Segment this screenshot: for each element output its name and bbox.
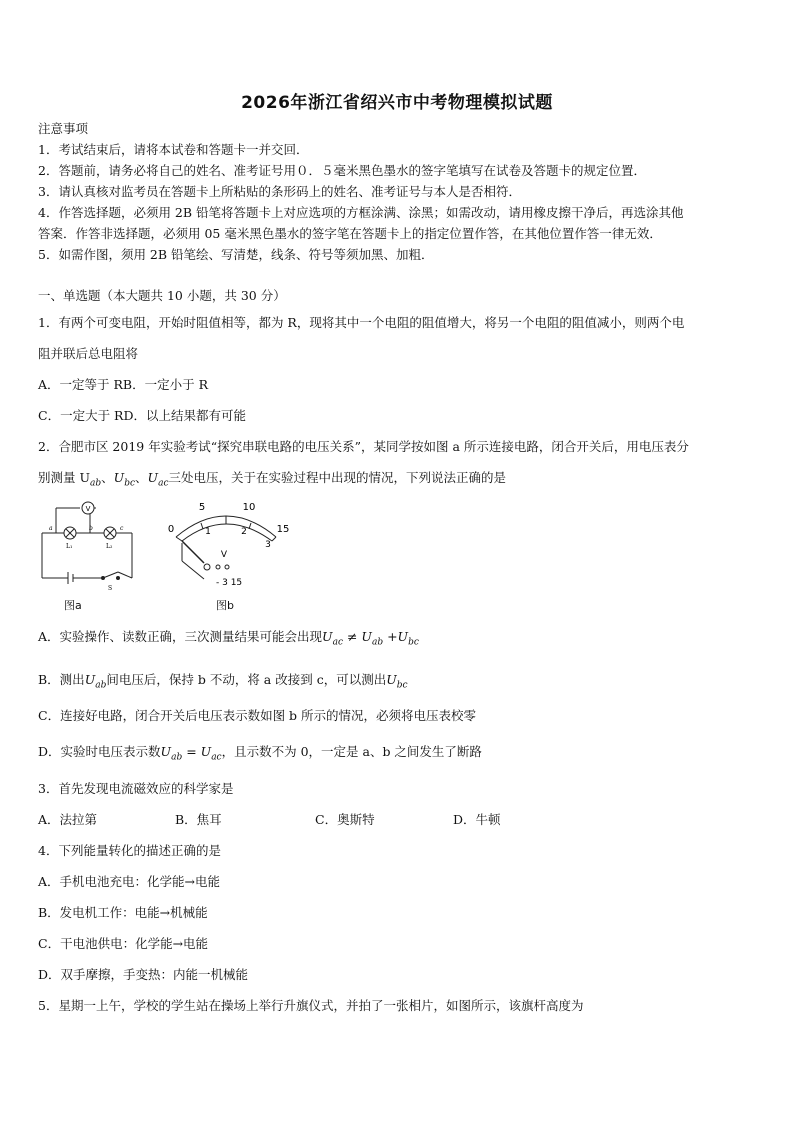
notice-heading: 注意事项 bbox=[38, 121, 89, 136]
section-heading: 一、单选题（本大题共 10 小题，共 30 分） bbox=[38, 288, 286, 303]
q3-option-d: D．牛顿 bbox=[453, 812, 501, 827]
svg-text:V: V bbox=[220, 550, 228, 560]
svg-text:15: 15 bbox=[276, 524, 290, 535]
svg-text:3: 3 bbox=[265, 540, 271, 550]
q4-option-a: A．手机电池充电：化学能→电能 bbox=[38, 874, 221, 889]
q2-option-b: B．测出$U_{ab}$间电压后，保持 b 不动，将 a 改接到 c，可以测出$U_{bc}$ bbox=[38, 672, 408, 691]
notice-item-3: 3．请认真核对监考员在答题卡上所粘贴的条形码上的姓名、准考证号与本人是否相符． bbox=[38, 184, 521, 199]
svg-text:c: c bbox=[120, 525, 124, 532]
q3-option-a: A．法拉第 bbox=[38, 812, 98, 827]
q1-stem-cont: 阻并联后总电阻将 bbox=[38, 346, 139, 361]
svg-text:0: 0 bbox=[167, 524, 175, 535]
q4-option-d: D．双手摩擦，手变热：内能一机械能 bbox=[38, 967, 249, 982]
q2-option-d: D．实验时电压表示数$U_{ab} = U_{ac}$，且示数不为 0，一定是 a、b 之间发生了断路 bbox=[38, 744, 482, 763]
figure-a-caption: 图a bbox=[64, 599, 82, 612]
q3-stem: 3．首先发现电流磁效应的科学家是 bbox=[38, 781, 234, 796]
q2-stem: 2．合肥市区 2019 年实验考试“探究串联电路的电压关系”，某同学按如图 a 所示连接电路，闭合开关后，用电压表分 bbox=[38, 439, 689, 454]
svg-text:10: 10 bbox=[242, 502, 256, 513]
figure-b-caption: 图b bbox=[216, 599, 234, 612]
q1-options-cd: C．一定大于 RD．以上结果都有可能 bbox=[38, 408, 246, 423]
notice-item-4-cont: 答案．作答非选择题，必须用 05 毫米黑色墨水的签字笔在答题卡上的指定位置作答，在其他位置作答一律无效． bbox=[38, 226, 662, 241]
page-title: 2026年浙江省绍兴市中考物理模拟试题 bbox=[241, 93, 553, 113]
q5-stem: 5．星期一上午，学校的学生站在操场上举行升旗仪式，并拍了一张相片，如图所示，该旗杆高度为 bbox=[38, 998, 584, 1013]
notice-item-2: 2．答题前，请务必将自己的姓名、准考证号用０．５毫米黑色墨水的签字笔填写在试卷及答题卡的规定位置． bbox=[38, 163, 646, 178]
q1-stem: 1．有两个可变电阻，开始时阻值相等，都为 R，现将其中一个电阻的阻值增大，将另一个电阻的阻值减小，则两个电 bbox=[38, 315, 685, 330]
notice-item-5: 5．如需作图，须用 2B 铅笔绘、写清楚，线条、符号等须加黑、加粗． bbox=[38, 247, 434, 262]
svg-text:- 3 15: - 3 15 bbox=[216, 578, 243, 588]
q4-stem: 4．下列能量转化的描述正确的是 bbox=[38, 843, 221, 858]
svg-text:2: 2 bbox=[241, 527, 247, 537]
q4-option-b: B．发电机工作：电能→机械能 bbox=[38, 905, 208, 920]
q4-option-c: C．干电池供电：化学能→电能 bbox=[38, 936, 209, 951]
svg-text:L₁: L₁ bbox=[66, 543, 73, 550]
q1-options-ab: A．一定等于 RB．一定小于 R bbox=[38, 377, 208, 392]
svg-text:5: 5 bbox=[198, 502, 206, 513]
svg-text:a: a bbox=[49, 525, 53, 532]
notice-item-1: 1．考试结束后，请将本试卷和答题卡一并交回． bbox=[38, 142, 309, 157]
q2-option-c: C．连接好电路，闭合开关后电压表示数如图 b 所示的情况，必须将电压表校零 bbox=[38, 708, 477, 723]
q2-stem-cont: 别测量 $U_{ab}$、$U_{bc}$、$U_{ac}$三处电压，关于在实验过程中出现的情况，下列说法正确的是 bbox=[38, 470, 507, 489]
svg-text:V: V bbox=[85, 505, 91, 513]
q3-option-b: B．焦耳 bbox=[175, 812, 222, 827]
voltmeter-dial-b bbox=[162, 497, 297, 597]
q3-option-c: C．奥斯特 bbox=[315, 812, 375, 827]
svg-text:1: 1 bbox=[205, 527, 211, 537]
notice-item-4: 4．作答选择题，必须用 2B 铅笔将答题卡上对应选项的方框涂满、涂黑；如需改动，请用橡皮擦干净后，再选涂其他 bbox=[38, 205, 684, 220]
circuit-diagram-a bbox=[38, 500, 138, 610]
svg-text:b: b bbox=[89, 525, 93, 532]
q2-option-a: A．实验操作、读数正确，三次测量结果可能会出现$U_{ac} \ne U_{ab} +U_{bc}$ bbox=[38, 629, 419, 648]
svg-text:L₂: L₂ bbox=[106, 543, 113, 550]
svg-text:S: S bbox=[108, 585, 113, 592]
